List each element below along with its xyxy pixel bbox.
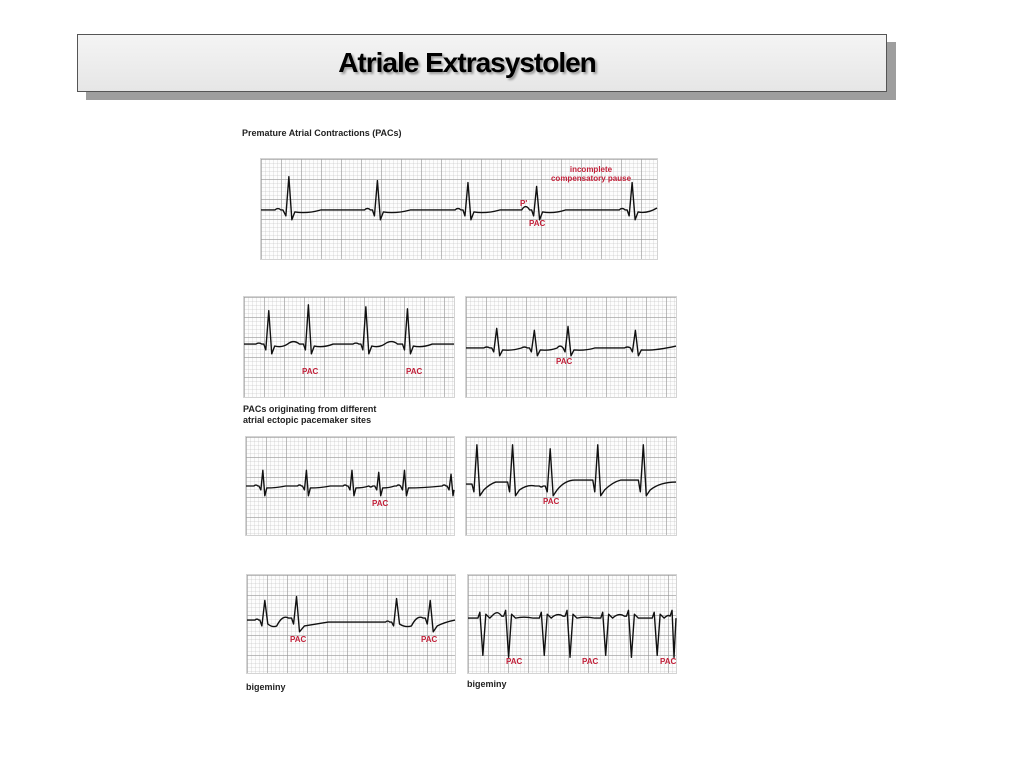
ecg-trace-7 xyxy=(468,575,676,673)
ecg-trace-4 xyxy=(246,437,454,535)
pac-label-a: PAC xyxy=(506,657,523,666)
sites-caption-line2: atrial ectopic pacemaker sites xyxy=(243,415,372,425)
pac-label-a: PAC xyxy=(290,635,307,644)
p-prime-label: P' xyxy=(520,199,528,208)
pause-label-line1: incomplete xyxy=(569,165,613,174)
ecg-trace-6 xyxy=(247,575,455,673)
pac-label-a: PAC xyxy=(302,367,319,376)
bigeminy-caption-right: bigeminy xyxy=(467,679,507,689)
slide-title: Atriale Extrasystolen xyxy=(338,47,596,78)
ecg-strip-6 xyxy=(246,574,456,674)
ecg-strip-3 xyxy=(465,296,677,398)
pac-label: PAC xyxy=(543,497,560,506)
pac-label-b: PAC xyxy=(421,635,438,644)
ecg-trace-5 xyxy=(466,437,676,535)
pac-label: PAC xyxy=(556,357,573,366)
pac-label: PAC xyxy=(529,219,546,228)
ecg-strip-4 xyxy=(245,436,455,536)
sites-caption-line1: PACs originating from different xyxy=(243,404,377,414)
figure-heading: Premature Atrial Contractions (PACs) xyxy=(242,128,402,138)
sites-caption xyxy=(243,404,376,426)
ecg-strip-5 xyxy=(465,436,677,536)
pac-label: PAC xyxy=(372,499,389,508)
ecg-strip-1 xyxy=(260,158,658,260)
title-box xyxy=(77,34,887,92)
pause-label-line2: compensatory pause xyxy=(550,174,632,183)
ecg-strip-7 xyxy=(467,574,677,674)
ecg-trace-2 xyxy=(244,297,454,397)
ecg-strip-2 xyxy=(243,296,455,398)
pac-label-b: PAC xyxy=(582,657,599,666)
pac-label-c: PAC xyxy=(660,657,677,666)
ecg-trace-3 xyxy=(466,297,676,397)
bigeminy-caption-left: bigeminy xyxy=(246,682,286,692)
pac-label-b: PAC xyxy=(406,367,423,376)
